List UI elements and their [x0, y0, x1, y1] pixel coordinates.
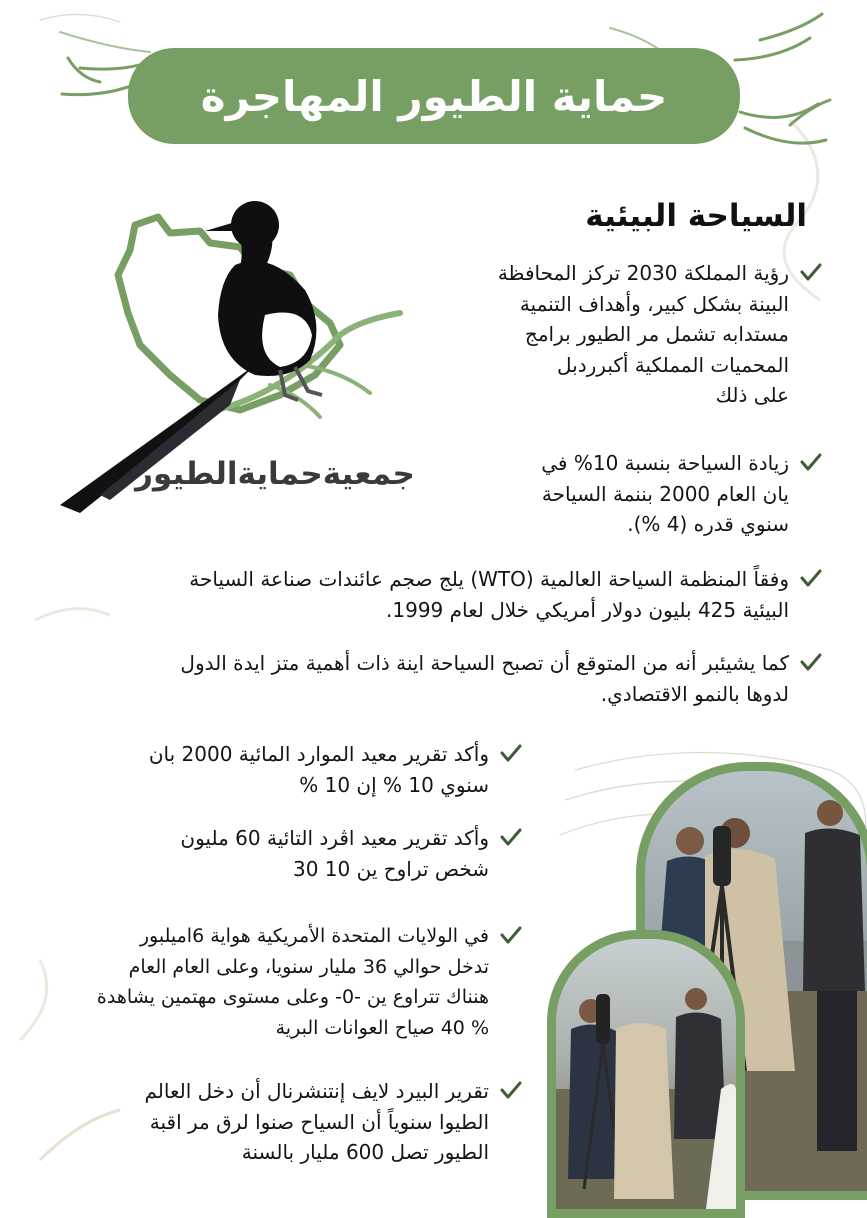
bullet-item — [449, 258, 789, 411]
bullet-line: تدخل حوالي 36 مليار سنويا، وعلى العام العام — [128, 955, 489, 978]
bullet-line: وفقاً المنظمة السياحة العالمية (WTO) يلج صجم عائندات صناعة السياحة — [189, 567, 789, 591]
bullet-line: يان العام 2000 بننمة السياحة — [541, 481, 789, 506]
bullet-line: % 40 صياح العوانات البرية — [275, 1016, 489, 1039]
bullet-line: وأكد تقرير معيد الموارد المائية 2000 بان — [148, 742, 489, 766]
check-icon — [499, 923, 523, 947]
bullet-line: هنناك تتراوع ين -0- وعلى مستوى مهتمين يشاهدة — [96, 986, 489, 1008]
bullet-line: الطيور تصل 600 مليار بالسنة — [241, 1140, 489, 1164]
logo-text: جمعيةحمايةالطيور — [135, 456, 415, 492]
bullet-line: لدوها بالنمو الاقتصادي. — [600, 681, 789, 706]
bullet-line: كما يشيئبر أنه من المتوقع أن تصبح السياحة اينة ذات أهمية متز ايدة الدول — [180, 651, 789, 675]
bullet-line: رؤية المملكة 2030 تركز المحافظة — [497, 261, 789, 285]
check-icon — [799, 566, 823, 590]
check-icon — [799, 260, 823, 284]
check-icon — [499, 825, 523, 849]
bullet-item — [59, 921, 489, 1043]
bullet-item — [449, 448, 789, 540]
bullet-line: تقرير البيرد لايف إنتنشرنال أن دخل العالم — [144, 1079, 489, 1103]
bullet-line: البيئية 425 بليون دولار أمريكي خلال لعام 1999. — [386, 597, 789, 622]
bullet-item — [59, 1076, 489, 1168]
check-icon — [799, 450, 823, 474]
check-icon — [799, 650, 823, 674]
birdwatchers-group-photo — [547, 930, 745, 1218]
bullet-line: سنوي قدره (4 %). — [627, 512, 789, 536]
bullet-line: سنوي 10 % إن 10 % — [299, 772, 489, 797]
check-icon — [499, 1078, 523, 1102]
bullet-line: الطيوا سنوياً أن السياح صنوا لرق مر اقبة — [149, 1109, 489, 1134]
bullet-line: شخص تراوح ين 10 30 — [292, 856, 489, 881]
bullet-line: زيادة السياحة بنسبة 10% في — [541, 451, 789, 475]
title-banner — [128, 48, 740, 144]
bullet-item — [59, 823, 489, 884]
bullet-line: وأكد تقرير معيد اڤرد التائية 60 مليون — [180, 826, 489, 850]
check-icon — [499, 741, 523, 765]
bullet-item — [59, 739, 489, 800]
bullet-line: مستدابه تشمل مر الطيور برامج — [524, 322, 789, 346]
page-title: حماية الطيور المهاجرة — [200, 71, 668, 121]
photo-illustration — [556, 939, 736, 1209]
bullet-line: على ذلك — [715, 383, 789, 407]
bullet-line: في الولايات المتحدة الأمريكية هواية 6اميلبور — [139, 925, 489, 947]
bullet-item — [69, 564, 789, 625]
bullet-line: المحميات المملكية أكبرردبل — [557, 352, 789, 377]
section-heading: السياحة البيئية — [585, 198, 807, 234]
bullet-item — [69, 648, 789, 709]
bullet-line: البينة بشكل كبير، وأهداف التنمية — [519, 291, 789, 316]
